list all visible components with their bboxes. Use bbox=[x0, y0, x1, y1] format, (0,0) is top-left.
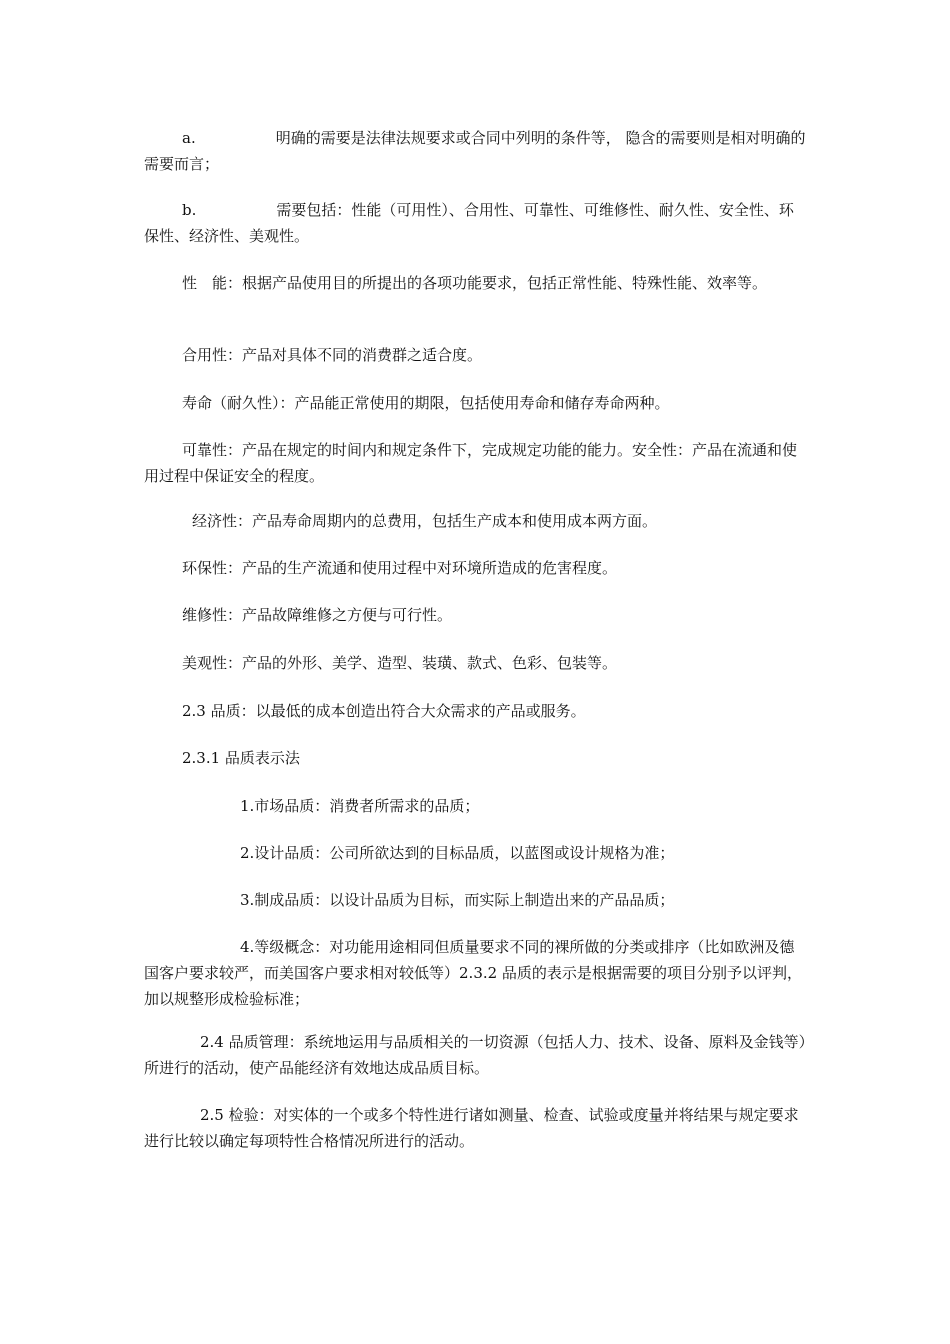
paragraph-environment: 环保性：产品的生产流通和使用过程中对环境所造成的危害程度。 bbox=[182, 559, 618, 577]
paragraph-lifespan: 寿命（耐久性）：产品能正常使用的期限，包括使用寿命和储存寿命两种。 bbox=[182, 394, 670, 412]
section-2-3-1: 2.3.1 品质表示法 bbox=[182, 749, 300, 767]
section-2-3: 2.3 品质：以最低的成本创造出符合大众需求的产品或服务。 bbox=[182, 702, 586, 720]
list-marker-b: b. bbox=[182, 201, 197, 219]
paragraph-performance: 性 能：根据产品使用目的所提出的各项功能要求，包括正常性能、特殊性能、效率等。 bbox=[182, 274, 768, 292]
paragraph-maintainability: 维修性：产品故障维修之方便与可行性。 bbox=[182, 606, 453, 624]
paragraph-a bbox=[144, 125, 808, 177]
list-item-design-quality: 2.设计品质：公司所欲达到的目标品质，以蓝图或设计规格为准； bbox=[240, 844, 675, 862]
section-2-5: 2.5 检验：对实体的一个或多个特性进行诸如测量、检查、试验或度量并将结果与规定要求进行比较以确定每项特性合格情况所进行的活动。 bbox=[144, 1106, 799, 1150]
paragraph-b-text: 需要包括：性能（可用性）、合用性、可靠性、可维修性、耐久性、安全性、环保性、经济性、美观性。 bbox=[144, 201, 794, 245]
paragraph-a-text: 明确的需要是法律法规要求或合同中列明的条件等， 隐含的需要则是相对明确的需要而言； bbox=[144, 129, 806, 173]
paragraph-aesthetics: 美观性：产品的外形、美学、造型、装璜、款式、色彩、包装等。 bbox=[182, 654, 618, 672]
paragraph-suitability: 合用性：产品对具体不同的消费群之适合度。 bbox=[182, 346, 483, 364]
list-marker-a: a. bbox=[182, 129, 196, 147]
paragraph-reliability: 可靠性：产品在规定的时间内和规定条件下，完成规定功能的能力。安全性：产品在流通和使用过程中保证安全的程度。 bbox=[144, 441, 798, 485]
list-item-grade-concept: 4.等级概念：对功能用途相同但质量要求不同的裸所做的分类或排序（比如欧洲及德国客户要求较严，而美国客户要求相对较低等）2.3.2 品质的表示是根据需要的项目分别予以评判，加以规整形成检验标准； bbox=[144, 938, 802, 1008]
paragraph-economy: 经济性：产品寿命周期内的总费用，包括生产成本和使用成本两方面。 bbox=[192, 512, 658, 530]
paragraph-b bbox=[144, 197, 808, 249]
list-item-manufactured-quality: 3.制成品质：以设计品质为目标，而实际上制造出来的产品品质； bbox=[240, 891, 675, 909]
section-2-4: 2.4 品质管理：系统地运用与品质相关的一切资源（包括人力、技术、设备、原料及金钱等）所进行的活动，使产品能经济有效地达成品质目标。 bbox=[144, 1033, 807, 1077]
list-item-market-quality: 1.市场品质：消费者所需求的品质； bbox=[240, 797, 480, 815]
